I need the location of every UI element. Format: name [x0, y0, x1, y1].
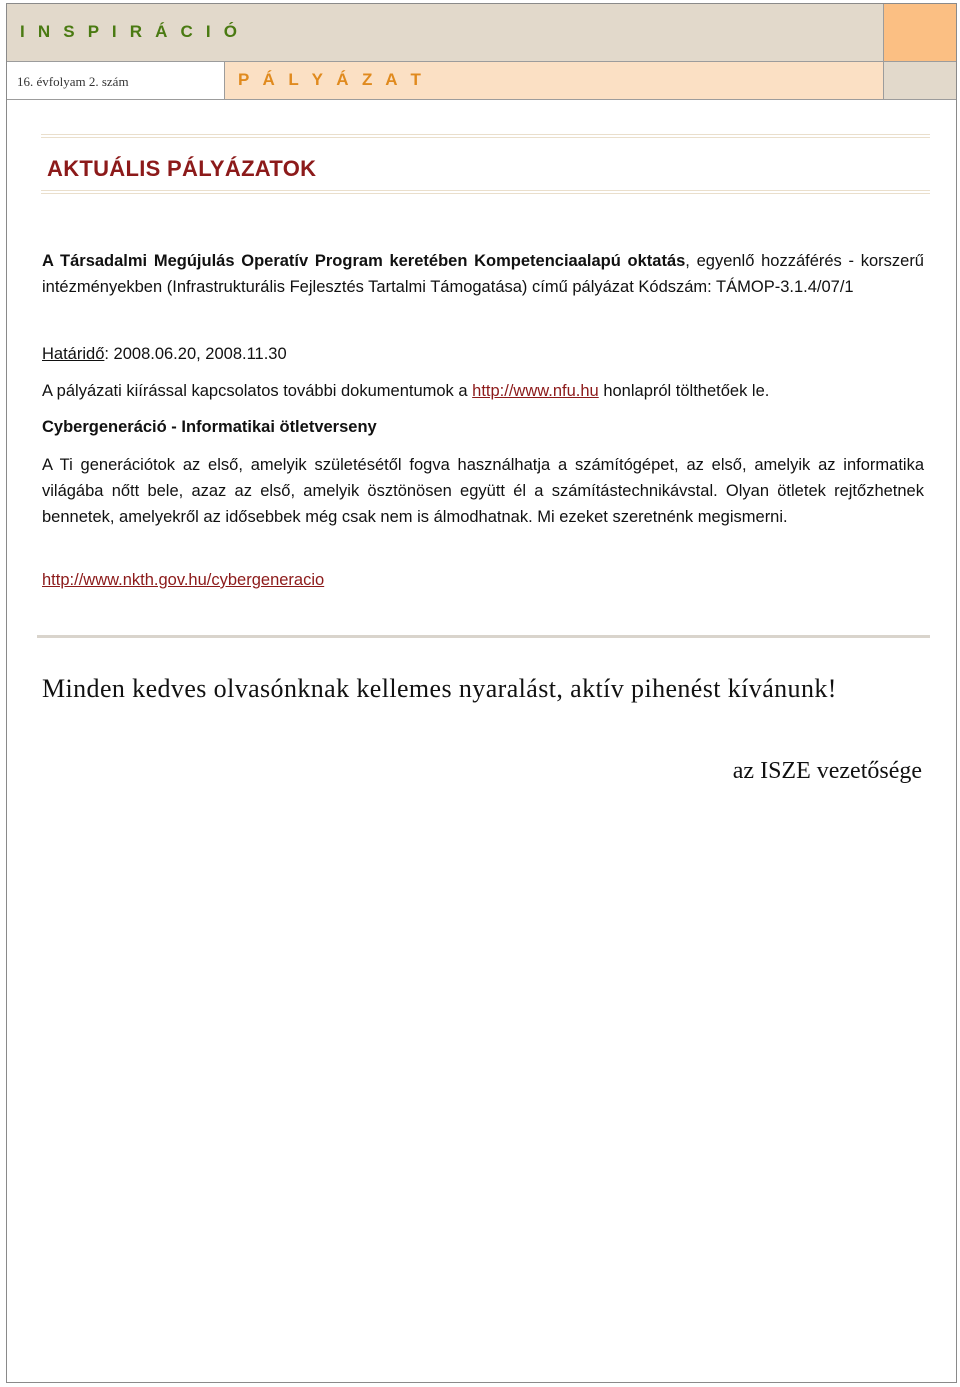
grant-program-name: A Társadalmi Megújulás Operatív Program keretében Kompetenciaalapú oktatás	[42, 252, 686, 270]
contest-heading: Cybergeneráció - Informatikai ötletverseny	[42, 418, 377, 436]
deadline-line	[42, 341, 924, 367]
issue-label: 16. évfolyam 2. szám	[17, 74, 129, 89]
deadline-label: Határidő	[42, 345, 105, 363]
contest-description: A Ti generációtok az első, amelyik születésétől fogva használhatja a számítógépet, az első, amelyik az informatika világába nőtt bele, azaz az első, amelyik ösztönösen együtt él a számítástechnikávstal. Olyan ötletek rejtőzhetnek bennetek, amelyekről az idősebbek még csak nem is álmodhatnak. Mi ezeket szeretnénk megismerni.	[42, 456, 924, 526]
documents-text-before: A pályázati kiírással kapcsolatos további dokumentumok a	[42, 382, 473, 400]
closing-message: Minden kedves olvasónknak kellemes nyaralást, aktív pihenést kívánunk!	[42, 674, 837, 703]
header-corner-block	[884, 62, 956, 100]
cybergeneracio-link[interactable]: http://www.nkth.gov.hu/cybergeneracio	[42, 571, 325, 589]
section-label: P Á L Y Á Z A T	[238, 70, 426, 89]
signature: az ISZE vezetősége	[732, 758, 922, 784]
deadline-value: : 2008.06.20, 2008.11.30	[104, 345, 287, 363]
contest-link-line	[42, 567, 924, 593]
page	[6, 3, 957, 1383]
title-rule-top	[41, 134, 930, 138]
grant-description	[42, 248, 924, 300]
grant-program-detail: , egyenlő hozzáférés - korszerű intézményekben (Infrastrukturális Fejlesztés Tartalmi Támogatása) című pályázat Kódszám: TÁMOP-3.1.4/07/1	[42, 252, 924, 296]
header-accent-block	[884, 4, 956, 62]
nfu-link[interactable]: http://www.nfu.hu	[472, 382, 599, 400]
section-cell	[225, 62, 884, 100]
magazine-title: I N S P I R Á C I Ó	[20, 22, 242, 41]
documents-line	[42, 378, 924, 404]
closing-divider	[37, 635, 930, 638]
header-banner	[7, 4, 884, 62]
title-rule-bottom	[41, 190, 930, 194]
issue-cell	[7, 62, 225, 100]
documents-text-after: honlapról tölthetőek le.	[598, 382, 770, 400]
page-title: AKTUÁLIS PÁLYÁZATOK	[47, 156, 317, 181]
